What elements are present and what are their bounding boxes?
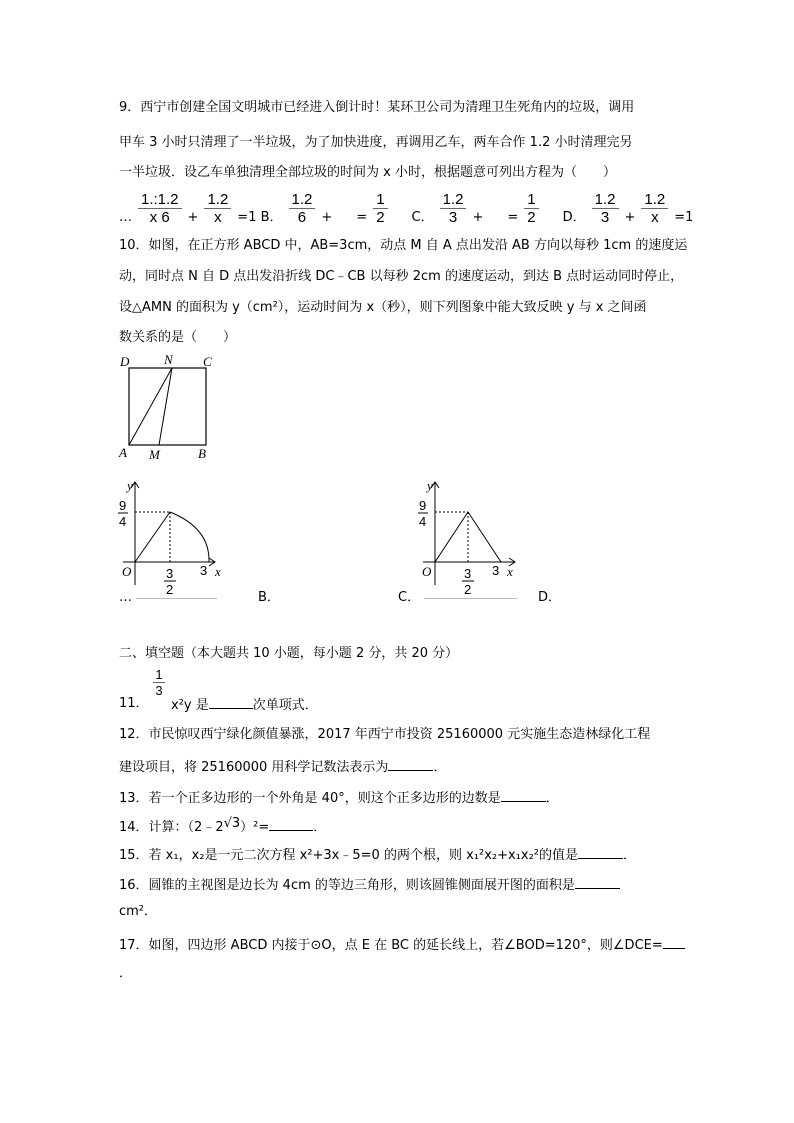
q11-tail: 次单项式． (252, 698, 318, 713)
option-a-frac1-den: x 6 (149, 209, 170, 226)
option-a-frac2-den: x (214, 209, 222, 226)
option-d-plus: + (624, 209, 636, 225)
q16-line2: cm²． (119, 904, 158, 919)
option-b-eq: = (356, 209, 368, 225)
option-b-frac-den: 6 (297, 209, 307, 226)
q9-line2: 甲车 3 小时只清理了一半垃圾，为了加快进度，再调用乙车，两车合作 1.2 小时清理完另 (119, 135, 633, 150)
graph-label-d: D． (538, 590, 562, 605)
option-a-frac2-num: 1.2 (204, 191, 231, 209)
q16-line1: 16．圆锥的主视图是边长为 4cm 的等边三角形，则该圆锥侧面展开图的面积是 (119, 878, 575, 893)
q14-root: √3 (223, 816, 241, 831)
divider (136, 598, 217, 599)
q10-line2: 动，同时点 N 自 D 点出发沿折线 DC﹣CB 以每秒 2cm 的速度运动，到达 B 点时运动同时停止， (119, 269, 684, 284)
answer-blank[interactable] (388, 758, 433, 771)
label-m: M (149, 447, 160, 462)
q14-tail: ． (313, 820, 327, 835)
q11-frac-num: 1 (153, 667, 165, 683)
y-axis-label: y (427, 478, 433, 493)
q9-line1: 9．西宁市创建全国文明城市已经进入倒计时！某环卫公司为清理卫生死角内的垃圾，调用 (119, 100, 635, 115)
option-d-frac2-num: 1.2 (641, 191, 668, 209)
option-a-plus: + (187, 209, 199, 225)
q13-tail: ． (545, 791, 559, 806)
q9-line3: 一半垃圾．设乙车单独清理全部垃圾的时间为 x 小时，根据题意可列出方程为（ ） (119, 165, 616, 180)
y-tick-num: 9 (119, 498, 127, 513)
option-c-eq: = (507, 209, 519, 225)
x-tick-num: 3 (464, 566, 472, 581)
origin-label: O (122, 564, 132, 579)
y-tick-den: 4 (119, 514, 127, 529)
option-d-frac2-den: x (651, 209, 659, 226)
answer-blank[interactable] (663, 936, 685, 949)
answer-blank[interactable] (575, 876, 620, 889)
graph-label-a: … (119, 590, 132, 605)
section-2-heading: 二、填空题（本大题共 10 小题，每小题 2 分，共 20 分） (119, 646, 459, 661)
option-c-rhs-num: 1 (524, 191, 538, 209)
option-c-label: C． (411, 209, 434, 225)
option-a-label: … (119, 209, 132, 225)
option-d-tail: =1 (674, 209, 694, 225)
option-c-frac-den: 3 (448, 209, 458, 226)
y-tick-num: 9 (419, 498, 427, 513)
graph-option-c (415, 478, 525, 597)
q11-expr: x²y 是 (171, 698, 209, 713)
q17-line2: ． (119, 966, 133, 981)
option-b-frac-num: 1.2 (289, 191, 316, 209)
option-c-plus: + (472, 209, 484, 225)
option-d-frac1-num: 1.2 (592, 191, 619, 209)
label-b: B (198, 446, 206, 461)
option-a-tail: =1 B． (237, 209, 283, 225)
square-figure (110, 350, 220, 465)
q13-text: 13．若一个正多边形的一个外角是 40°，则这个正多边形的边数是 (119, 791, 501, 806)
option-d-frac1-den: 3 (600, 209, 610, 226)
q11-frac-den: 3 (155, 683, 163, 698)
origin-label: O (422, 564, 432, 579)
q11-number: 11． (119, 696, 149, 711)
answer-blank[interactable] (209, 696, 253, 709)
graph-label-b: B． (258, 590, 280, 605)
y-tick-den: 4 (419, 514, 427, 529)
q10-line4: 数关系的是（ ） (119, 330, 237, 345)
x-tick-3: 3 (200, 563, 208, 578)
option-d-label: D． (562, 209, 586, 225)
option-b-plus: + (321, 209, 333, 225)
q12-tail: ． (433, 760, 447, 775)
x-tick-den: 2 (464, 582, 472, 597)
q15-tail: ． (623, 848, 637, 863)
label-d: D (120, 354, 130, 369)
q10-line3: 设△AMN 的面积为 y（cm²），运动时间为 x（秒），则下列图象中能大致反映 y 与 x 之间函 (119, 300, 647, 315)
y-axis-label: y (127, 478, 133, 493)
x-tick-3: 3 (492, 563, 500, 578)
q12-line1: 12．市民惊叹西宁绿化颜值暴涨，2017 年西宁市投资 25160000 元实施生态造林绿化工程 (119, 727, 651, 742)
q14-close: ）²= (240, 820, 270, 835)
q17-line1: 17．如图，四边形 ABCD 内接于⊙O，点 E 在 BC 的延长线上，若∠BOD=120°，则∠DCE= (119, 938, 663, 953)
label-n: N (164, 352, 173, 367)
option-b-rhs-den: 2 (376, 209, 385, 226)
q15-text: 15．若 x₁，x₂是一元二次方程 x²+3x﹣5=0 的两个根，则 x₁²x₂+x₁x₂²的值是 (119, 848, 579, 863)
label-c: C (203, 354, 212, 369)
option-b-rhs-num: 1 (373, 191, 387, 209)
q9-options (119, 191, 696, 226)
x-tick-num: 3 (166, 566, 174, 581)
option-c-frac-num: 1.2 (440, 191, 467, 209)
option-c-rhs-den: 2 (527, 209, 536, 226)
option-a-frac1-num: 1.:1.2 (138, 191, 182, 209)
graph-option-a (115, 478, 225, 597)
q10-line1: 10．如图，在正方形 ABCD 中，AB=3cm，动点 M 自 A 点出发沿 AB 方向以每秒 1cm 的速度运 (119, 238, 688, 253)
answer-blank[interactable] (578, 846, 623, 859)
q14-text: 14．计算：（2﹣2 (119, 820, 224, 835)
graph-label-c: C． (398, 590, 421, 605)
x-axis-label: x (507, 564, 513, 579)
answer-blank[interactable] (501, 789, 546, 802)
x-axis-label: x (215, 564, 221, 579)
x-tick-den: 2 (166, 582, 174, 597)
divider (424, 598, 517, 599)
answer-blank[interactable] (269, 818, 313, 831)
label-a: A (119, 445, 127, 460)
q12-line2: 建设项目，将 25160000 用科学记数法表示为 (119, 760, 389, 775)
